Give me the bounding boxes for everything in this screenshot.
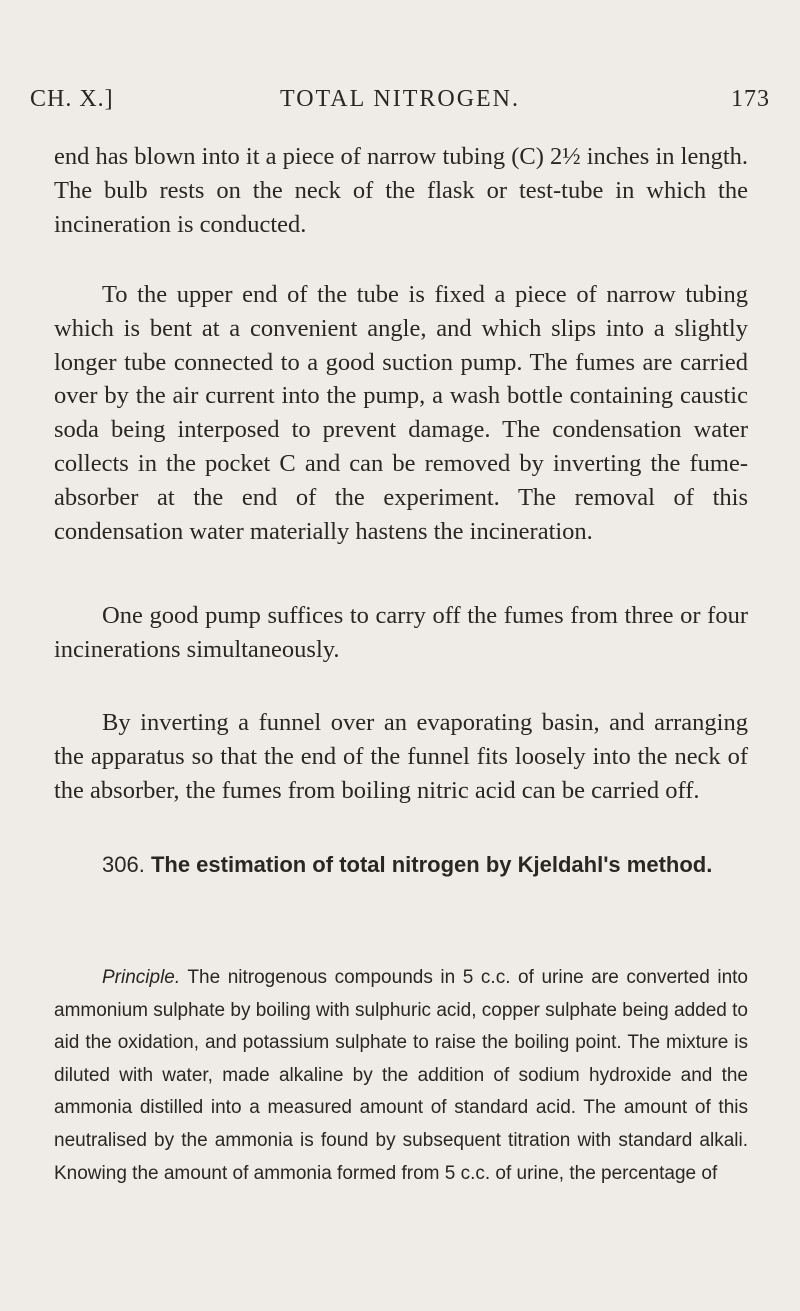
paragraph: To the upper end of the tube is fixed a piece of narrow tubing which is bent at a convenient angle, and which slips into a slightly longer tube connected to a good suction pump. The fumes are carried over by the air current into the pump, a wash bottle containing caustic soda being interposed to prevent damage. The condensation water collects in the pocket C and can be removed by inverting the fume-absorber at the end of the experiment. The removal of this condensation water materially hastens the incineration. bbox=[54, 281, 748, 545]
running-header bbox=[30, 86, 770, 126]
paragraph-4-block bbox=[54, 706, 748, 807]
paragraph-1-block bbox=[54, 140, 748, 241]
paragraph-continued: end has blown into it a piece of narrow tubing (C) 2½ inches in length. The bulb rests on the neck of the flask or test-tube in which the incineration is conducted. bbox=[54, 143, 749, 238]
running-title: TOTAL NITROGEN. bbox=[279, 86, 521, 112]
paragraph-2-block bbox=[54, 278, 748, 548]
page-number: 173 bbox=[731, 86, 770, 112]
section-title: The estimation of total nitrogen by Kjeldahl's method. bbox=[150, 852, 713, 877]
principle-paragraph bbox=[54, 962, 748, 1190]
section-number: 306. bbox=[102, 852, 145, 877]
paragraph-3-block bbox=[54, 599, 748, 667]
chapter-label: CH. X.] bbox=[30, 86, 114, 112]
principle-text: The nitrogenous compounds in 5 c.c. of urine are converted into ammonium sulphate by boiling with sulphuric acid, copper sulphate being added to aid the oxidation, and potassium sulphate to raise the boiling point. The mixture is diluted with water, made alkaline by the addition of sodium hydroxide and the ammonia distilled into a measured amount of standard acid. The amount of this neutralised by the ammonia is found by subsequent titration with standard alkali. Knowing the amount of ammonia formed from 5 c.c. of urine, the percentage of bbox=[54, 967, 748, 1184]
section-heading bbox=[54, 848, 748, 882]
section-heading-block bbox=[54, 848, 748, 882]
principle-block bbox=[54, 962, 748, 1190]
paragraph: One good pump suffices to carry off the fumes from three or four incinerations simultaneously. bbox=[54, 602, 748, 663]
paragraph: By inverting a funnel over an evaporating basin, and arranging the apparatus so that the end of the funnel fits loosely into the neck of the absorber, the fumes from boiling nitric acid can be carried off. bbox=[54, 709, 748, 804]
principle-lead: Principle. bbox=[102, 967, 181, 988]
